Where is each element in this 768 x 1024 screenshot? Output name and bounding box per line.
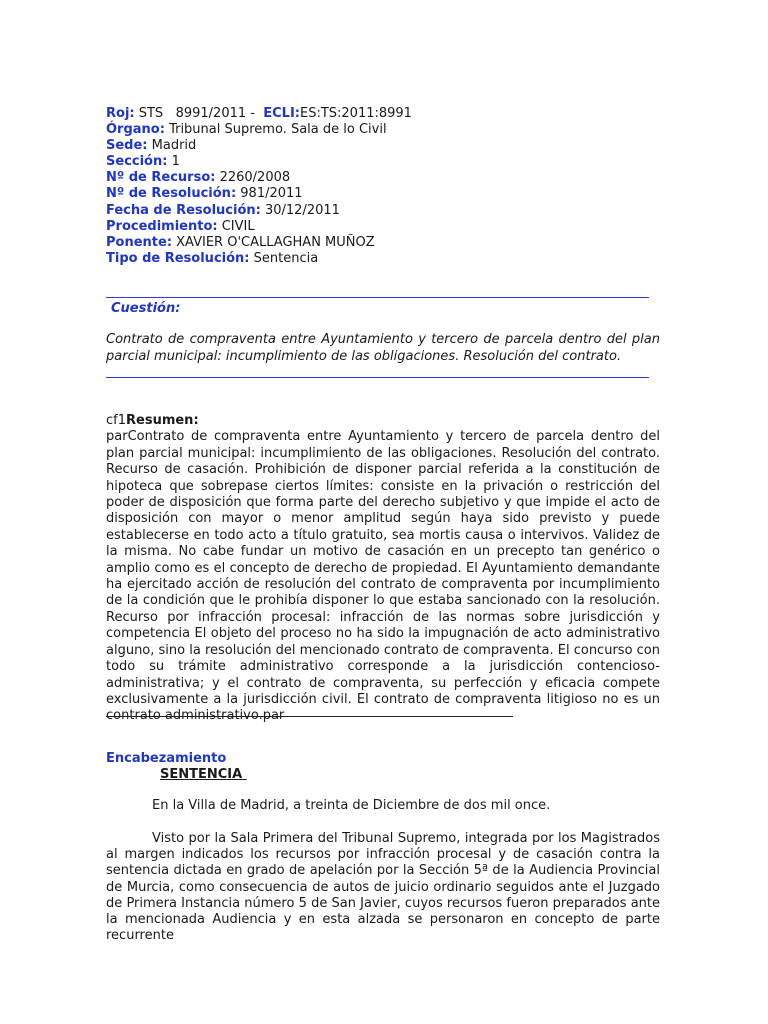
meta-value: CIVIL bbox=[217, 219, 255, 234]
meta-procedimiento bbox=[106, 219, 255, 235]
meta-ponente bbox=[106, 235, 375, 251]
sentencia-title: SENTENCIA bbox=[160, 767, 247, 782]
meta-value: STS 8991/2011 - bbox=[134, 106, 264, 121]
resumen-heading: Resumen: bbox=[126, 413, 199, 428]
divider bbox=[106, 377, 649, 378]
meta-label: Roj: bbox=[106, 106, 135, 121]
meta-tipo bbox=[106, 251, 318, 267]
meta-value: XAVIER O'CALLAGHAN MUÑOZ bbox=[172, 235, 375, 250]
resumen-section bbox=[106, 413, 660, 725]
paragraph: Visto por la Sala Primera del Tribunal Supremo, integrada por los Magistrados al margen indicados los recursos por infracción procesal y de casación contra la sentencia dictada en grado de apelación por la Sección 5ª de la Audiencia Provincial de Murcia, como consecuencia de autos de juicio ordinario seguidos ante el Juzgado de Primera Instancia número 5 de San Javier, cuyos recursos fueron preparados ante la mencionada Audiencia y en esta alzada se personaron en concepto de parte recurrente bbox=[106, 831, 660, 944]
encabezamiento-heading: Encabezamiento bbox=[106, 751, 227, 766]
cuestion-text: Contrato de compraventa entre Ayuntamiento y tercero de parcela dentro del plan parcial municipal: incumplimiento de las obligaciones. Resolución del contrato. bbox=[106, 332, 660, 364]
meta-value: Tribunal Supremo. Sala de lo Civil bbox=[164, 122, 387, 137]
meta-label: Procedimiento: bbox=[106, 219, 218, 234]
meta-value: ES:TS:2011:8991 bbox=[299, 106, 412, 121]
meta-label: Fecha de Resolución: bbox=[106, 203, 261, 218]
meta-value: 2260/2008 bbox=[215, 170, 291, 185]
meta-recurso bbox=[106, 170, 290, 186]
meta-label: Sede: bbox=[106, 138, 148, 153]
meta-resolucion bbox=[106, 186, 303, 202]
cuestion-heading: Cuestión: bbox=[111, 301, 181, 316]
meta-label: Nº de Resolución: bbox=[106, 186, 237, 201]
meta-label: Sección: bbox=[106, 154, 168, 169]
meta-sede bbox=[106, 138, 196, 154]
meta-value: 981/2011 bbox=[236, 186, 303, 201]
resumen-prefix: cf1 bbox=[106, 413, 126, 428]
meta-label: Órgano: bbox=[106, 122, 165, 137]
meta-roj bbox=[106, 106, 412, 122]
meta-label: Nº de Recurso: bbox=[106, 170, 216, 185]
meta-label: Ponente: bbox=[106, 235, 173, 250]
divider bbox=[106, 716, 513, 717]
paragraph: En la Villa de Madrid, a treinta de Diciembre de dos mil once. bbox=[152, 798, 551, 813]
meta-value: 1 bbox=[167, 154, 180, 169]
meta-label: Tipo de Resolución: bbox=[106, 251, 250, 266]
meta-label: ECLI: bbox=[263, 106, 300, 121]
resumen-heading-line bbox=[106, 413, 660, 429]
meta-fecha bbox=[106, 203, 340, 219]
resumen-text: parContrato de compraventa entre Ayuntamiento y tercero de parcela dentro del plan parcial municipal: incumplimiento de las obligaciones. Resolución del contrato. Recurso de casación. Prohibición de disponer parcial referida a la constitución de hipoteca que sobrepase ciertos límites: consiste en la privación o restricción del poder de disposición que forma parte del derecho subjetivo y que impide el acto de disposición con mayor o menor amplitud según haya sido previsto y puede establecerse en todo acto a título gratuito, sea mortis causa o intervivos. Validez de la misma. No cabe fundar un motivo de casación en un precepto tan genérico o amplio como es el concepto de derecho de propiedad. El Ayuntamiento demandante ha ejercitado acción de resolución del contrato de compraventa por incumplimiento de la condición que le prohibía disponer lo que estaba sancionado con la resolución. Recurso por infracción procesal: infracción de las normas sobre jurisdicción y competencia El objeto del proceso no ha sido la impugnación de acto administrativo alguno, sino la resolución del mencionado contrato de compraventa. El concurso con todo su trámite administrativo corresponde a la jurisdicción contencioso-administrativa; y el contrato de compraventa, su perfección y eficacia compete exclusivamente a la jurisdicción civil. El contrato de compraventa litigioso no es un contrato administrativo.par bbox=[106, 429, 660, 724]
meta-value: Sentencia bbox=[249, 251, 319, 266]
divider bbox=[106, 297, 649, 298]
meta-seccion bbox=[106, 154, 180, 170]
meta-organo bbox=[106, 122, 387, 138]
meta-value: 30/12/2011 bbox=[260, 203, 340, 218]
meta-value: Madrid bbox=[147, 138, 197, 153]
